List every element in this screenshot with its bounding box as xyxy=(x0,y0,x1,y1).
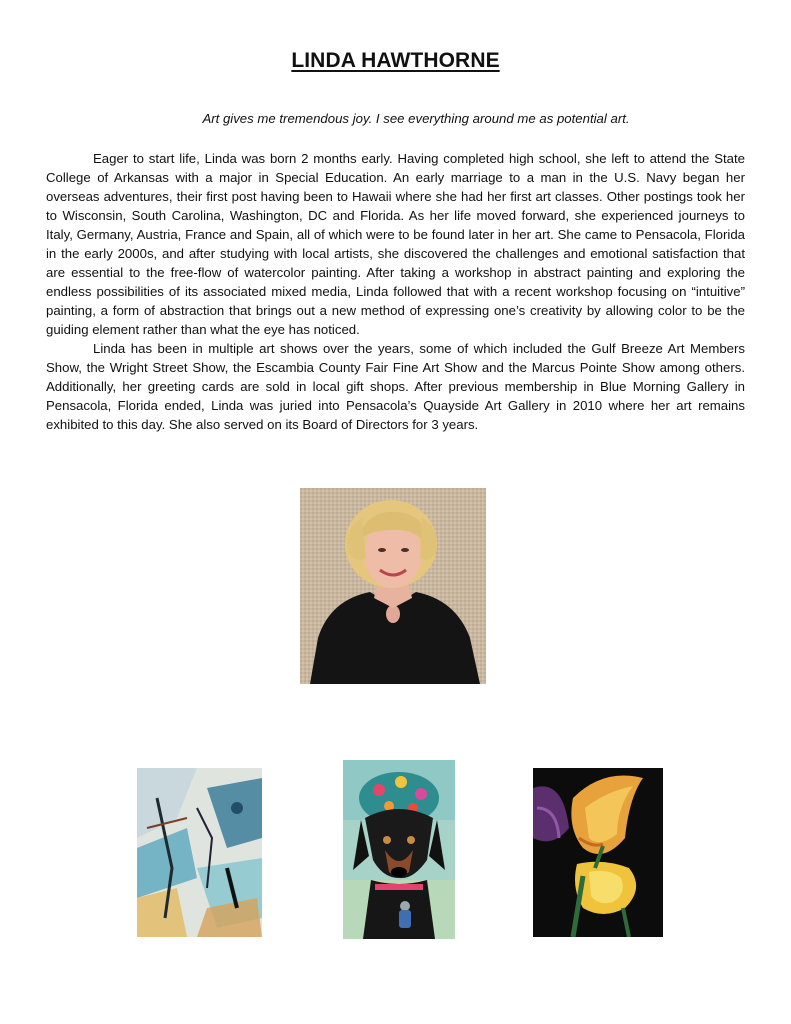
page-title: LINDA HAWTHORNE xyxy=(291,49,500,72)
abstract-painting xyxy=(137,768,262,937)
biography xyxy=(46,149,745,434)
biography-paragraph: Eager to start life, Linda was born 2 months early. Having completed high school, she left to attend the State College of Arkansas with a major in Special Education. An early marriage to a man in the U.S. Navy began her overseas adventures, their first post having been to Hawaii where she had her first art classes. Other postings took her to Wisconsin, South Carolina, Washington, DC and Florida. As her life moved forward, she experienced journeys to Italy, Germany, Austria, France and Spain, all of which were to be found later in her art. She came to Pensacola, Florida in the early 2000s, and after studying with local artists, she discovered the challenges and emotional satisfaction that are essential to the free-flow of watercolor painting. After taking a workshop in abstract painting and exploring the endless possibilities of its associated mixed media, Linda followed that with a recent workshop focusing on “intuitive” painting, a form of abstraction that brings out a new method of expressing one’s creativity by allowing color to be the guiding element rather than what the eye has noticed. xyxy=(46,151,745,337)
artist-portrait-photo xyxy=(300,488,486,684)
dachshund-painting xyxy=(343,760,455,939)
artist-quote: Art gives me tremendous joy. I see everything around me as potential art. xyxy=(202,111,630,126)
biography-paragraph: Linda has been in multiple art shows over the years, some of which included the Gulf Breeze Art Members Show, the Wright Street Show, the Escambia County Fair Fine Art Show and the Marcus Pointe Show among others. Additionally, her greeting cards are sold in local gift shops. After previous membership in Blue Morning Gallery in Pensacola, Florida ended, Linda was juried into Pensacola’s Quayside Art Gallery in 2010 where her art remains exhibited to this day. She also served on its Board of Directors for 3 years. xyxy=(46,341,745,432)
calla-lily-painting xyxy=(533,768,663,937)
